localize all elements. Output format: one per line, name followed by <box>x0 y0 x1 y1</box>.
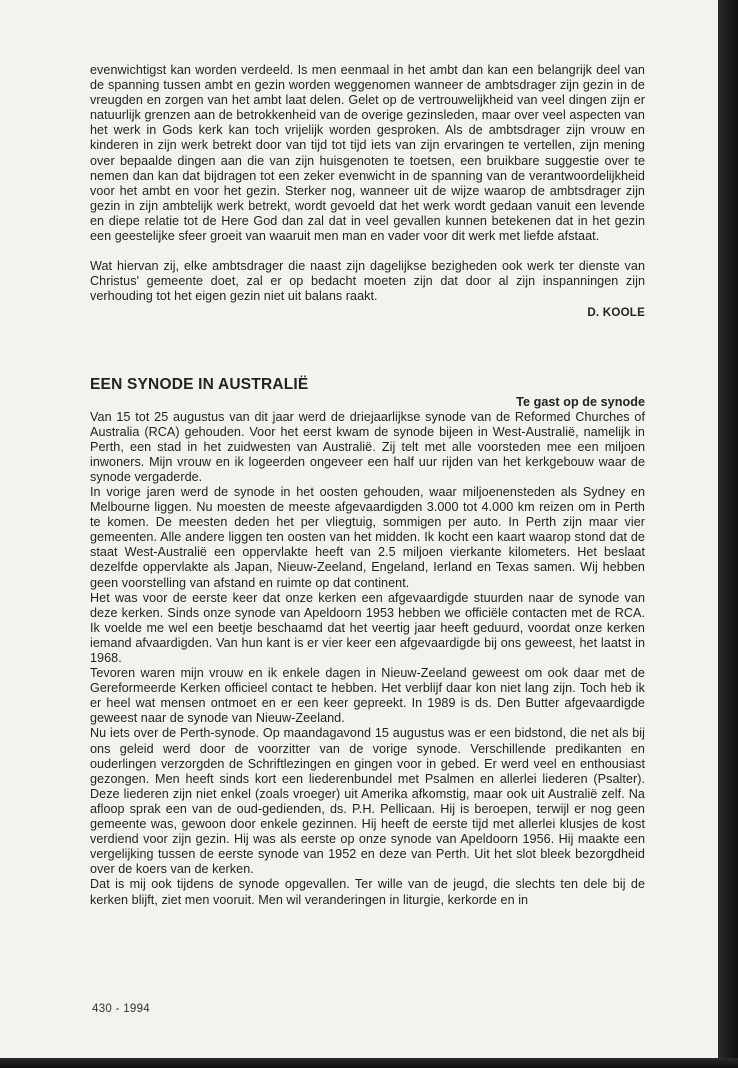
article-body <box>90 410 645 908</box>
scan-edge-bottom <box>0 1058 738 1068</box>
article-paragraph: In vorige jaren werd de synode in het oosten gehouden, waar miljoenensteden als Sydney en Melbourne liggen. Nu moesten de meeste afgevaardigden 3.000 tot 4.000 km reizen om in Perth te komen. De meesten deden het per vliegtuig, sommigen per auto. In Perth zijn maar vier gemeenten. Alle andere liggen ten oosten van het midden. Ik kocht een kaart waarop stond dat de staat West-Australië een oppervlakte heeft van 2.5 miljoen vierkante kilometers. Het beslaat dezelfde oppervlakte als Japan, Nieuw-Zeeland, Engeland, Ierland en Texas samen. Wij hebben geen voorstelling van afstand en ruimte op dat continent. <box>90 484 645 590</box>
article-paragraph: Het was voor de eerste keer dat onze kerken een afgevaardigde stuurden naar de synode van deze kerken. Sinds onze synode van Apeldoorn 1953 hebben we officiële contacten met de RCA. Ik voelde me wel een beetje beschaamd dat het veertig jaar heeft geduurd, voordat onze kerken iemand afvaardigden. Van hun kant is er vier keer een afgevaardigde bij ons geweest, het laatst in 1968. <box>90 590 645 665</box>
article-paragraph: Van 15 tot 25 augustus van dit jaar werd de driejaarlijkse synode van de Reformed Churches of Australia (RCA) gehouden. Voor het eerst kwam de synode bijeen in West-Australië, namelijk in Perth, een stad in het zuidwesten van Australië. Zij telt met alle voorsteden mee een miljoen inwoners. Mijn vrouw en ik logeerden ongeveer een half uur rijden van het kerkgebouw waar de synode vergaderde. <box>90 409 645 484</box>
article-title: EEN SYNODE IN AUSTRALIË <box>90 375 309 393</box>
intro-paragraph-1: evenwichtigst kan worden verdeeld. Is men eenmaal in het ambt dan kan een belangrijk deel van de spanning tussen ambt en gezin worden weggenomen wanneer de ambtsdrager zijn gezin in de vreugden en zorgen van het ambt laat delen. Gelet op de vertrouwelijkheid van veel dingen zijn er natuurlijk grenzen aan de betrokkenheid van de overige gezinsleden, maar over veel aspecten van het werk in Gods kerk kan toch vrijelijk worden gesproken. Als de ambtsdrager zijn vrouw en kinderen in zijn werk betrekt door van tijd tot tijd iets van zijn ervaringen te vertellen, zijn mening over bepaalde dingen aan die van zijn huisgenoten te toetsen, een bruikbare suggestie over te nemen dan kan dat bijdragen tot een zeker evenwicht in de spanning van de verantwoordelijkheid voor het ambt en voor het gezin. Sterker nog, wanneer uit de wijze waarop de ambtsdrager zijn gezin in zijn ambtelijk werk betrekt, wordt gevoeld dat het werk wordt gedaan vanuit een levende en diepe relatie tot de Here God dan zal dat in veel gevallen kunnen betekenen dat in het gezin een geestelijke sfeer groeit van waaruit men man en vader voor dit werk met liefde afstaat. <box>90 63 645 244</box>
article-paragraph: Tevoren waren mijn vrouw en ik enkele dagen in Nieuw-Zeeland geweest om ook daar met de Gereformeerde Kerken officieel contact te hebben. Het verblijf daar kon niet lang zijn. Toch heb ik er heel wat mensen ontmoet en er een keer gepreekt. In 1989 is ds. Den Butter afgevaardigde geweest naar de synode van Nieuw-Zeeland. <box>90 666 645 726</box>
author-signature: D. KOOLE <box>587 306 645 320</box>
scan-edge-right <box>718 0 738 1068</box>
article-subtitle: Te gast op de synode <box>516 394 645 409</box>
page-content <box>90 63 645 908</box>
article-paragraph: Dat is mij ook tijdens de synode opgevallen. Ter wille van de jeugd, die slechts ten dele bij de kerken blijft, ziet men vooruit. Men wil veranderingen in liturgie, kerkorde en in <box>90 877 645 907</box>
page-number: 430 - 1994 <box>92 1003 150 1015</box>
intro-paragraph-2: Wat hiervan zij, elke ambtsdrager die naast zijn dagelijkse bezigheden ook werk ter dienste van Christus' gemeente doet, zal er op bedacht moeten zijn dat door al zijn inspanningen zijn verhouding tot het eigen gezin niet uit balans raakt. <box>90 259 645 304</box>
article-paragraph: Nu iets over de Perth-synode. Op maandagavond 15 augustus was er een bidstond, die net als bij ons geleid werd door de voorzitter van de vorige synode. Verschillende predikanten en ouderlingen verzorgden de Schriftlezingen en gingen voor in gebed. Er werd veel en enthousiast gezongen. Men heeft sinds kort een liederenbundel met Psalmen en allerlei liederen (Psalter). Deze liederen zijn niet enkel (zoals vroeger) uit Amerika afkomstig, maar ook uit Australië zelf. Na afloop sprak een van de oud-gedienden, ds. P.H. Pellicaan. Hij is beroepen, terwijl er nog geen gemeente was, gewoon door enkele gezinnen. Hij heeft de eerste tijd met allerlei klusjes de kost verdiend voor zijn gezin. Hij was als eerste op onze synode van Apeldoorn 1956. Hij maakte een vergelijking tussen de eerste synode van 1952 en deze van Perth. Uit het slot bleek bezorgdheid over de koers van de kerken. <box>90 726 645 877</box>
